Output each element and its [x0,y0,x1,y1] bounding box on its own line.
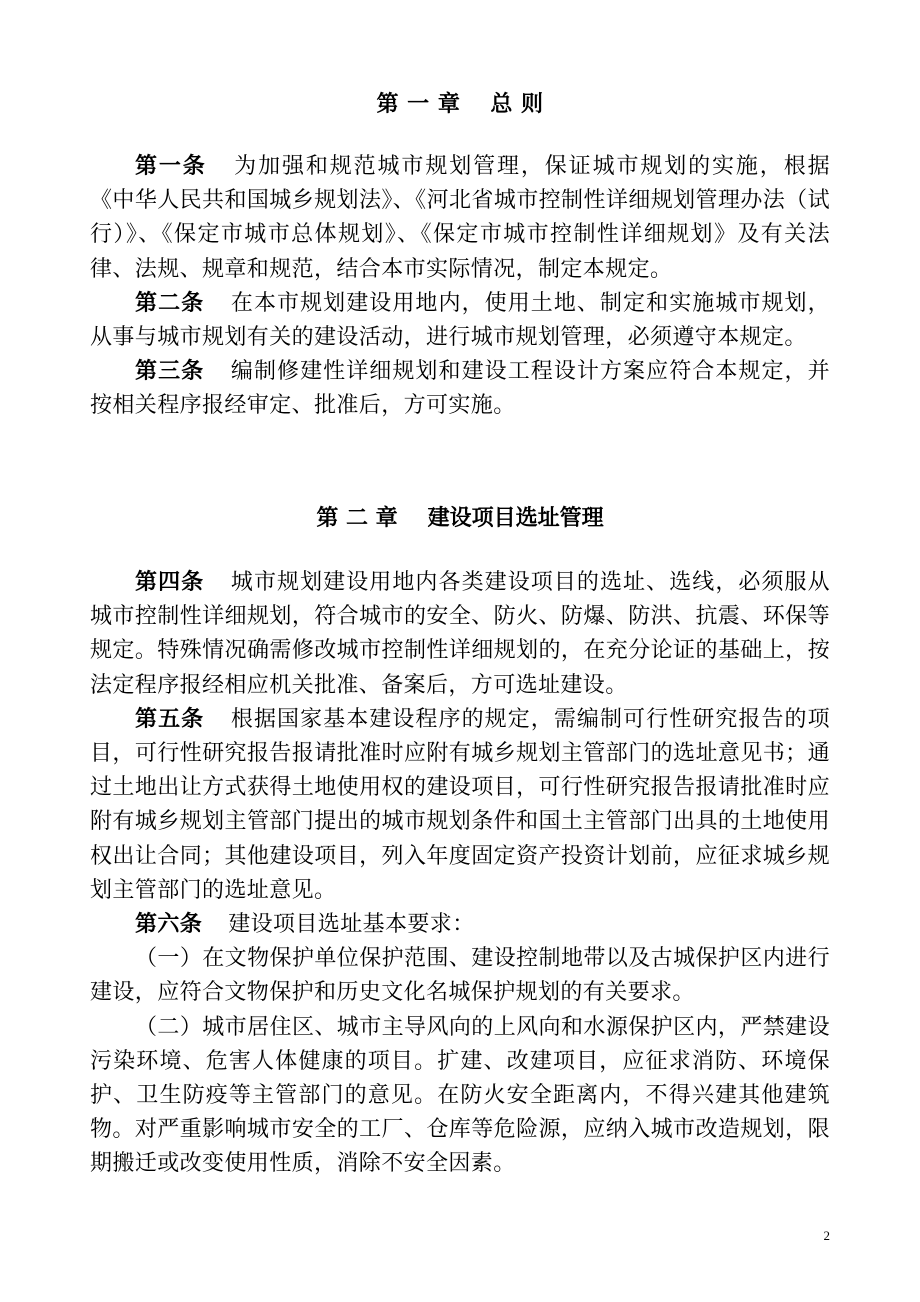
article-4-label: 第四条 [135,570,205,595]
chapter-2-body [90,566,830,1182]
article-2-label: 第二条 [135,290,205,316]
article-6-label: 第六条 [135,912,203,938]
article-6-text: 建设项目选址基本要求： [228,912,475,938]
chapter-1-number: 第 一 章 [376,92,461,117]
article-6-item-1: （一）在文物保护单位保护范围、建设控制地带以及古城保护区内进行建设，应符合文物保护和历史文化名城保护规划的有关要求。 [90,946,830,1006]
article-1-label: 第一条 [135,154,207,179]
page-number: 2 [823,1228,830,1243]
article-2 [90,287,830,355]
chapter-1-name: 总 则 [490,92,544,117]
article-3-label: 第三条 [135,359,205,385]
article-5-text: 根据国家基本建设程序的规定，需编制可行性研究报告的项目，可行性研究报告报请批准时应附有城乡规划主管部门的选址意见书；通过土地出让方式获得土地使用权的建设项目，可行性研究报告报请批准时应附有城乡规划主管部门提出的城市规划条件和国土主管部门出具的土地使用权出让合同；其他建设项目，列入年度固定资产投资计划前，应征求城乡规划主管部门的选址意见。 [90,706,831,903]
article-6-item-2: （二）城市居住区、城市主导风向的上风向和水源保护区内，严禁建设污染环境、危害人体健康的项目。扩建、改建项目，应征求消防、环境保护、卫生防疫等主管部门的意见。在防火安全距离内，不得兴建其他建筑物。对严重影响城市安全的工厂、仓库等危险源，应纳入城市改造规划，限期搬迁或改变使用性质，消除不安全因素。 [90,1014,830,1177]
article-5 [90,703,830,908]
chapter-1-body [90,150,830,424]
article-3 [90,355,830,423]
chapter-1-title [0,90,920,120]
article-2-text: 在本市规划建设用地内，使用土地、制定和实施城市规划，从事与城市规划有关的建设活动，进行城市规划管理，必须遵守本规定。 [90,290,831,351]
article-4 [90,566,830,703]
article-3-text: 编制修建性详细规划和建设工程设计方案应符合本规定，并按相关程序报经审定、批准后，方可实施。 [90,359,831,419]
chapter-2-number: 第 二 章 [316,506,398,531]
article-1-text: 为加强和规范城市规划管理，保证城市规划的实施，根据《中华人民共和国城乡规划法》、《河北省城市控制性详细规划管理办法（试行）》、《保定市城市总体规划》、《保定市城市控制性详细规划》及有关法律、法规、规章和规范，结合本市实际情况，制定本规定。 [90,154,830,282]
article-6 [90,908,830,942]
chapter-2-name: 建设项目选址管理 [427,506,604,531]
article-1 [90,150,830,287]
article-5-label: 第五条 [135,706,205,732]
article-4-text: 城市规划建设用地内各类建设项目的选址、选线，必须服从城市控制性详细规划，符合城市的安全、防火、防爆、防洪、抗震、环保等规定。特殊情况确需修改城市控制性详细规划的，在充分论证的基础上，按法定程序报经相应机关批准、备案后，方可选址建设。 [90,570,831,698]
chapter-2-title [0,504,920,534]
